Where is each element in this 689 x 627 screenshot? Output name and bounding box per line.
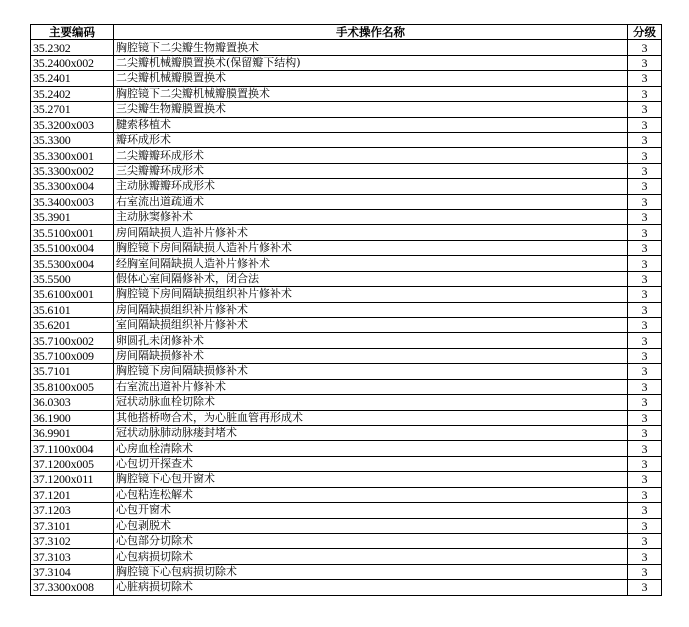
row-procedure-name-cell: 心包开窗术	[114, 503, 628, 518]
row-code-cell: 36.9901	[31, 425, 114, 440]
row-code-cell: 36.1900	[31, 410, 114, 425]
row-grade-cell: 3	[628, 410, 662, 425]
row-grade-cell: 3	[628, 364, 662, 379]
row-grade-cell: 3	[628, 132, 662, 147]
row-grade-cell: 3	[628, 487, 662, 502]
row-procedure-name-cell: 瓣环成形术	[114, 132, 628, 147]
row-procedure-name-cell: 心房血栓清除术	[114, 441, 628, 456]
row-code-cell: 35.3400x003	[31, 194, 114, 209]
row-code-cell: 37.3102	[31, 533, 114, 548]
row-grade-cell: 3	[628, 564, 662, 579]
row-grade-cell: 3	[628, 318, 662, 333]
table-row	[31, 71, 662, 86]
row-grade-cell: 3	[628, 333, 662, 348]
row-procedure-name-cell: 二尖瓣机械瓣膜置换术	[114, 71, 628, 86]
table-row	[31, 395, 662, 410]
row-grade-cell: 3	[628, 256, 662, 271]
row-procedure-name-cell: 经胸室间隔缺损人造补片修补术	[114, 256, 628, 271]
column-header-grade: 分级	[628, 25, 662, 40]
table-row	[31, 318, 662, 333]
row-grade-cell: 3	[628, 71, 662, 86]
row-procedure-name-cell: 右室流出道疏通术	[114, 194, 628, 209]
row-procedure-name-cell: 心包粘连松解术	[114, 487, 628, 502]
table-header-row	[31, 25, 662, 40]
row-procedure-name-cell: 腱索移植术	[114, 117, 628, 132]
row-procedure-name-cell: 二尖瓣机械瓣膜置换术(保留瓣下结构)	[114, 55, 628, 70]
row-grade-cell: 3	[628, 549, 662, 564]
row-grade-cell: 3	[628, 503, 662, 518]
row-procedure-name-cell: 心包病损切除术	[114, 549, 628, 564]
row-grade-cell: 3	[628, 179, 662, 194]
row-procedure-name-cell: 心包部分切除术	[114, 533, 628, 548]
row-code-cell: 35.2401	[31, 71, 114, 86]
row-code-cell: 35.7100x009	[31, 348, 114, 363]
row-grade-cell: 3	[628, 580, 662, 595]
table-row	[31, 210, 662, 225]
column-header-procedure-name: 手术操作名称	[114, 25, 628, 40]
table-row	[31, 549, 662, 564]
table-row	[31, 287, 662, 302]
row-code-cell: 35.3300x001	[31, 148, 114, 163]
table-row	[31, 348, 662, 363]
row-procedure-name-cell: 胸腔镜下二尖瓣生物瓣置换术	[114, 40, 628, 55]
row-code-cell: 35.2402	[31, 86, 114, 101]
row-procedure-name-cell: 胸腔镜下心包病损切除术	[114, 564, 628, 579]
row-procedure-name-cell: 心包剥脱术	[114, 518, 628, 533]
row-grade-cell: 3	[628, 240, 662, 255]
row-procedure-name-cell: 其他搭桥吻合术，为心脏血管再形成术	[114, 410, 628, 425]
row-code-cell: 35.2400x002	[31, 55, 114, 70]
table-row	[31, 302, 662, 317]
row-procedure-name-cell: 冠状动脉肺动脉瘘封堵术	[114, 425, 628, 440]
row-code-cell: 37.1201	[31, 487, 114, 502]
row-code-cell: 37.1203	[31, 503, 114, 518]
row-grade-cell: 3	[628, 518, 662, 533]
table-row	[31, 86, 662, 101]
row-grade-cell: 3	[628, 102, 662, 117]
row-grade-cell: 3	[628, 86, 662, 101]
row-code-cell: 35.5100x001	[31, 225, 114, 240]
row-code-cell: 35.3300	[31, 132, 114, 147]
table-row	[31, 503, 662, 518]
table-row	[31, 364, 662, 379]
row-grade-cell: 3	[628, 302, 662, 317]
table-row	[31, 410, 662, 425]
table-row	[31, 271, 662, 286]
table-row	[31, 472, 662, 487]
row-procedure-name-cell: 假体心室间隔修补术，闭合法	[114, 271, 628, 286]
row-grade-cell: 3	[628, 472, 662, 487]
row-code-cell: 35.8100x005	[31, 379, 114, 394]
table-row	[31, 117, 662, 132]
row-code-cell: 35.3200x003	[31, 117, 114, 132]
table-row	[31, 518, 662, 533]
procedure-table-container	[30, 24, 662, 596]
row-grade-cell: 3	[628, 287, 662, 302]
row-procedure-name-cell: 主动脉瓣瓣环成形术	[114, 179, 628, 194]
row-code-cell: 35.5500	[31, 271, 114, 286]
row-procedure-name-cell: 右室流出道补片修补术	[114, 379, 628, 394]
row-procedure-name-cell: 卵圆孔未闭修补术	[114, 333, 628, 348]
table-row	[31, 333, 662, 348]
row-procedure-name-cell: 三尖瓣生物瓣膜置换术	[114, 102, 628, 117]
row-grade-cell: 3	[628, 348, 662, 363]
row-grade-cell: 3	[628, 210, 662, 225]
table-row	[31, 163, 662, 178]
table-row	[31, 194, 662, 209]
row-procedure-name-cell: 房间隔缺损修补术	[114, 348, 628, 363]
row-grade-cell: 3	[628, 117, 662, 132]
row-procedure-name-cell: 胸腔镜下房间隔缺损组织补片修补术	[114, 287, 628, 302]
row-code-cell: 37.3300x008	[31, 580, 114, 595]
row-grade-cell: 3	[628, 148, 662, 163]
table-row	[31, 179, 662, 194]
row-grade-cell: 3	[628, 379, 662, 394]
table-row	[31, 564, 662, 579]
row-code-cell: 37.3104	[31, 564, 114, 579]
row-procedure-name-cell: 房间隔缺损组织补片修补术	[114, 302, 628, 317]
row-procedure-name-cell: 胸腔镜下二尖瓣机械瓣膜置换术	[114, 86, 628, 101]
procedure-grade-table	[30, 24, 662, 596]
row-grade-cell: 3	[628, 425, 662, 440]
table-row	[31, 379, 662, 394]
row-code-cell: 35.5300x004	[31, 256, 114, 271]
table-row	[31, 425, 662, 440]
table-row	[31, 487, 662, 502]
row-code-cell: 35.2701	[31, 102, 114, 117]
row-code-cell: 35.7100x002	[31, 333, 114, 348]
row-grade-cell: 3	[628, 40, 662, 55]
row-code-cell: 36.0303	[31, 395, 114, 410]
table-row	[31, 256, 662, 271]
row-procedure-name-cell: 房间隔缺损人造补片修补术	[114, 225, 628, 240]
row-procedure-name-cell: 心脏病损切除术	[114, 580, 628, 595]
row-code-cell: 35.6101	[31, 302, 114, 317]
row-code-cell: 37.1200x011	[31, 472, 114, 487]
row-grade-cell: 3	[628, 456, 662, 471]
row-code-cell: 35.6201	[31, 318, 114, 333]
row-grade-cell: 3	[628, 163, 662, 178]
table-row	[31, 55, 662, 70]
row-code-cell: 35.7101	[31, 364, 114, 379]
table-row	[31, 132, 662, 147]
row-code-cell: 37.3103	[31, 549, 114, 564]
row-code-cell: 35.3300x004	[31, 179, 114, 194]
row-grade-cell: 3	[628, 271, 662, 286]
row-code-cell: 35.5100x004	[31, 240, 114, 255]
row-procedure-name-cell: 胸腔镜下房间隔缺损修补术	[114, 364, 628, 379]
row-grade-cell: 3	[628, 225, 662, 240]
row-grade-cell: 3	[628, 533, 662, 548]
table-row	[31, 225, 662, 240]
table-row	[31, 533, 662, 548]
table-row	[31, 580, 662, 595]
table-row	[31, 148, 662, 163]
row-procedure-name-cell: 二尖瓣瓣环成形术	[114, 148, 628, 163]
row-code-cell: 37.1200x005	[31, 456, 114, 471]
row-procedure-name-cell: 心包切开探查术	[114, 456, 628, 471]
table-body	[31, 40, 662, 595]
row-procedure-name-cell: 冠状动脉血栓切除术	[114, 395, 628, 410]
row-procedure-name-cell: 室间隔缺损组织补片修补术	[114, 318, 628, 333]
row-code-cell: 35.6100x001	[31, 287, 114, 302]
table-row	[31, 240, 662, 255]
row-procedure-name-cell: 胸腔镜下心包开窗术	[114, 472, 628, 487]
row-code-cell: 35.2302	[31, 40, 114, 55]
table-row	[31, 40, 662, 55]
row-code-cell: 35.3901	[31, 210, 114, 225]
row-procedure-name-cell: 三尖瓣瓣环成形术	[114, 163, 628, 178]
row-grade-cell: 3	[628, 441, 662, 456]
row-code-cell: 37.1100x004	[31, 441, 114, 456]
row-grade-cell: 3	[628, 395, 662, 410]
row-grade-cell: 3	[628, 55, 662, 70]
row-code-cell: 35.3300x002	[31, 163, 114, 178]
column-header-code: 主要编码	[31, 25, 114, 40]
row-procedure-name-cell: 主动脉窦修补术	[114, 210, 628, 225]
row-procedure-name-cell: 胸腔镜下房间隔缺损人造补片修补术	[114, 240, 628, 255]
table-row	[31, 456, 662, 471]
row-code-cell: 37.3101	[31, 518, 114, 533]
table-row	[31, 441, 662, 456]
row-grade-cell: 3	[628, 194, 662, 209]
table-row	[31, 102, 662, 117]
